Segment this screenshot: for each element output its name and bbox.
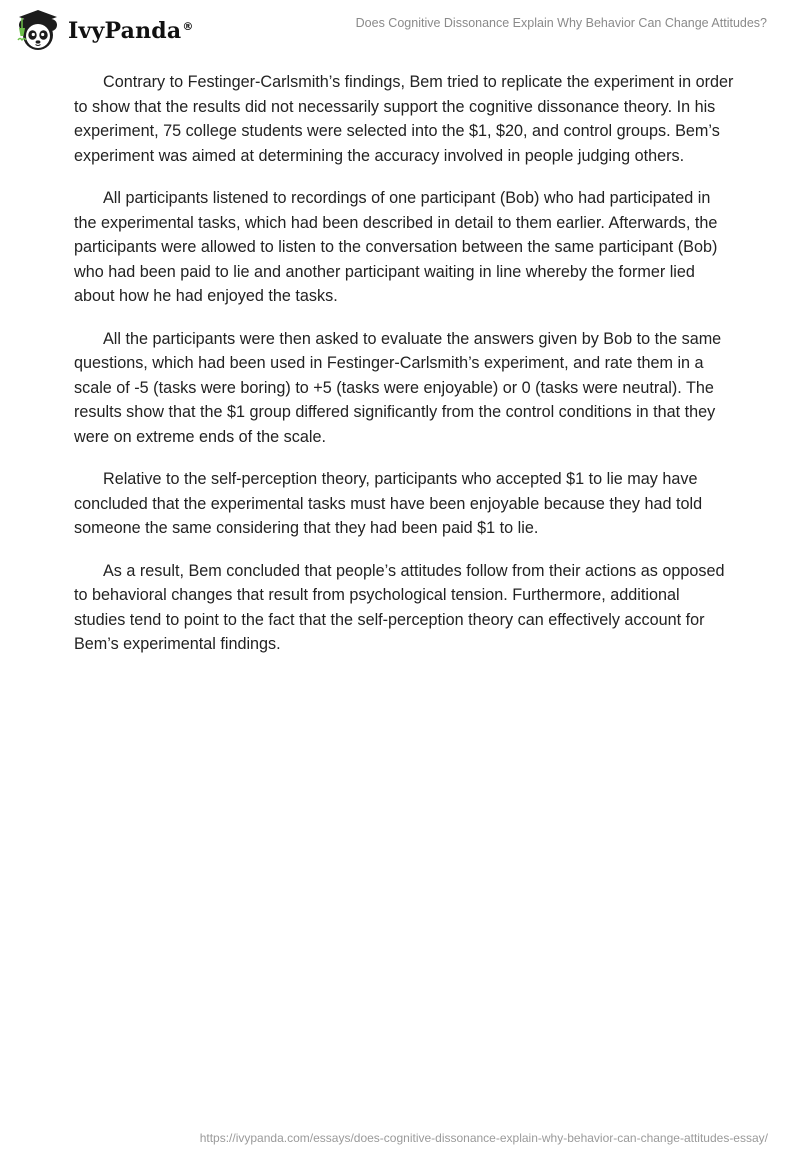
essay-body [74,70,734,675]
brand-name: IvyPanda® [68,18,194,44]
paragraph: As a result, Bem concluded that people’s attitudes follow from their actions as opposed to behavioral changes that result from psychological tension. Furthermore, additional studies tend to point to the fact that the self-perception theory can effectively account for Bem’s experimental findings. [74,561,725,653]
source-url-link[interactable]: https://ivypanda.com/essays/does-cognitive-dissonance-explain-why-behavior-can-change-attitudes-essay/ [199,1131,768,1145]
registered-mark: ® [182,19,194,33]
paragraph: All the participants were then asked to evaluate the answers given by Bob to the same questions, which had been used in Festinger-Carlsmith’s experiment, and rate them in a scale of -5 (tasks were boring) to +5 (tasks were enjoyable) or 0 (tasks were neutral). The results show that the $1 group differed significantly from the control conditions in that they were on extreme ends of the scale. [74,329,722,446]
paragraph: Contrary to Festinger-Carlsmith’s findings, Bem tried to replicate the experiment in order to show that the results did not necessarily support the cognitive dissonance theory. In his experiment, 75 college students were selected into the $1, $20, and control groups. Bem’s experiment was aimed at determining the accuracy involved in people judging others. [74,73,734,165]
panda-graduation-cap-icon [14,8,62,52]
document-title: Does Cognitive Dissonance Explain Why Behavior Can Change Attitudes? [355,16,767,30]
page-header [0,0,800,60]
paragraph: Relative to the self-perception theory, participants who accepted $1 to lie may have concluded that the experimental tasks must have been enjoyable because they had told someone the same considering that they had been paid $1 to lie. [74,470,703,537]
paragraph: All participants listened to recordings of one participant (Bob) who had participated in the experimental tasks, which had been described in detail to them earlier. Afterwards, the participants were allowed to listen to the conversation between the same participant (Bob) who had been paid to lie and another participant waiting in line whereby the former lied about how he had enjoyed the tasks. [74,189,718,305]
brand-logo[interactable] [14,8,194,52]
